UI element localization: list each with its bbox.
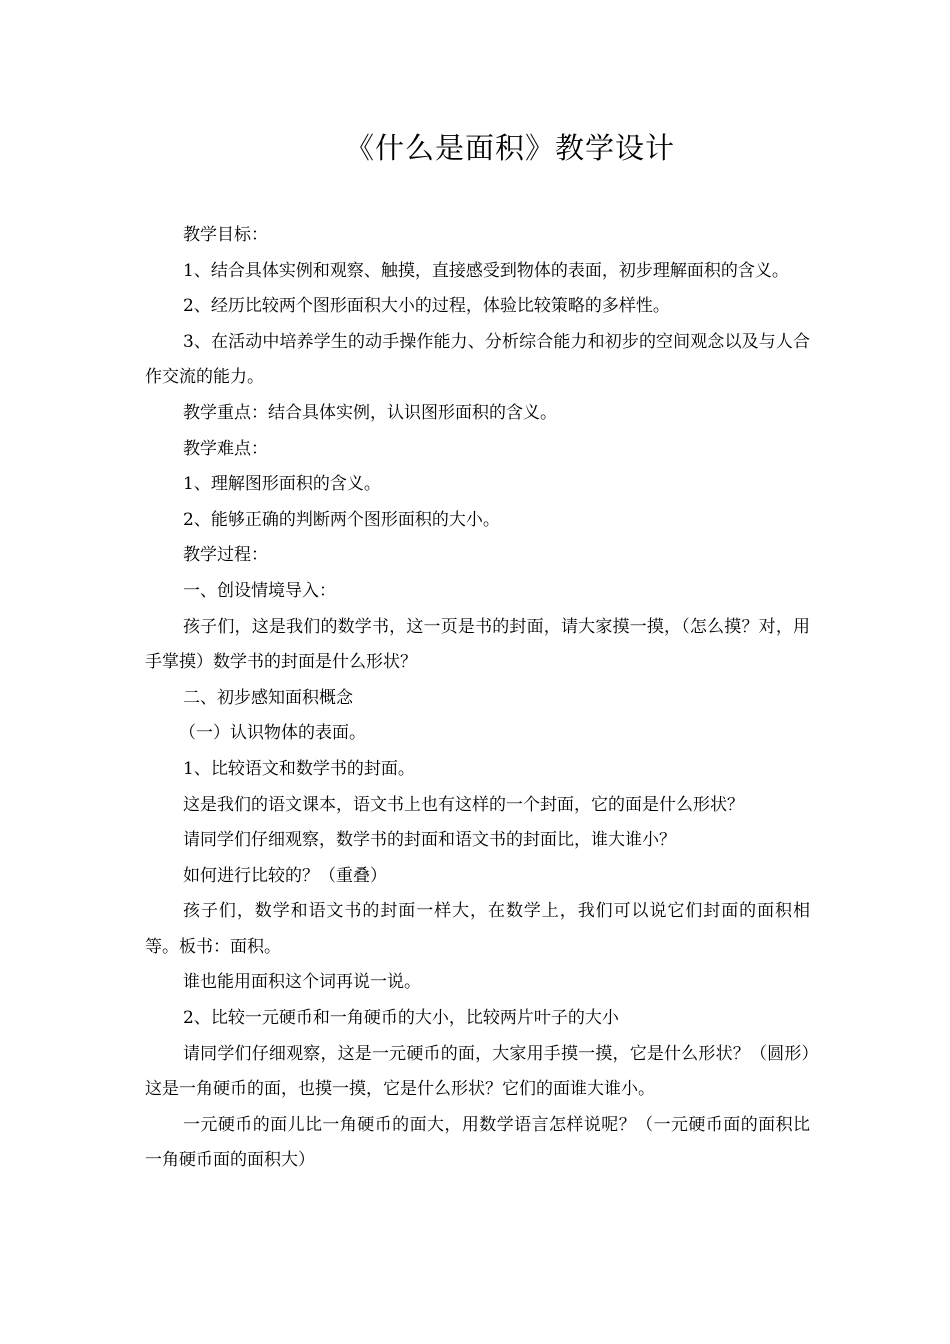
paragraph: 教学重点：结合具体实例，认识图形面积的含义。	[183, 402, 557, 423]
paragraph: 1、结合具体实例和观察、触摸，直接感受到物体的表面，初步理解面积的含义。	[183, 260, 789, 281]
paragraph: 3、在活动中培养学生的动手操作能力、分析综合能力和初步的空间观念以及与人合作交流的能力。	[145, 331, 810, 388]
document-title: 《什么是面积》教学设计	[344, 131, 675, 165]
paragraph: 2、能够正确的判断两个图形面积的大小。	[183, 509, 500, 530]
paragraph: 教学过程：	[183, 545, 268, 566]
paragraph: 1、理解图形面积的含义。	[183, 474, 381, 495]
paragraph: 2、比较一元硬币和一角硬币的大小，比较两片叶子的大小	[183, 1008, 619, 1029]
paragraph: 一、创设情境导入：	[183, 580, 336, 601]
paragraph: 2、经历比较两个图形面积大小的过程，体验比较策略的多样性。	[183, 296, 670, 317]
paragraph: 一元硬币的面儿比一角硬币的面大，用数学语言怎样说呢？（一元硬币面的面积比一角硬币面的面积大）	[145, 1114, 810, 1171]
paragraph: 孩子们，数学和语文书的封面一样大，在数学上，我们可以说它们封面的面积相等。板书：面积。	[145, 901, 810, 957]
paragraph: 1、比较语文和数学书的封面。	[183, 758, 415, 779]
paragraph: 请同学们仔细观察，这是一元硬币的面，大家用手摸一摸，它是什么形状？（圆形）这是一角硬币的面，也摸一摸，它是什么形状？它们的面谁大谁小。	[145, 1043, 810, 1100]
paragraph: 孩子们，这是我们的数学书，这一页是书的封面，请大家摸一摸，（怎么摸？对，用手掌摸）数学书的封面是什么形状？	[145, 616, 810, 673]
paragraph: 请同学们仔细观察，数学书的封面和语文书的封面比，谁大谁小？	[183, 830, 676, 851]
paragraph: 二、初步感知面积概念	[183, 687, 353, 708]
paragraph: （一）认识物体的表面。	[179, 723, 366, 744]
paragraph: 谁也能用面积这个词再说一说。	[183, 972, 421, 993]
paragraph: 教学难点：	[183, 438, 268, 459]
document-body	[145, 218, 810, 1179]
paragraph: 教学目标：	[183, 225, 268, 245]
paragraph: 这是我们的语文课本，语文书上也有这样的一个封面，它的面是什么形状？	[183, 794, 744, 815]
paragraph: 如何进行比较的？（重叠）	[183, 865, 387, 886]
